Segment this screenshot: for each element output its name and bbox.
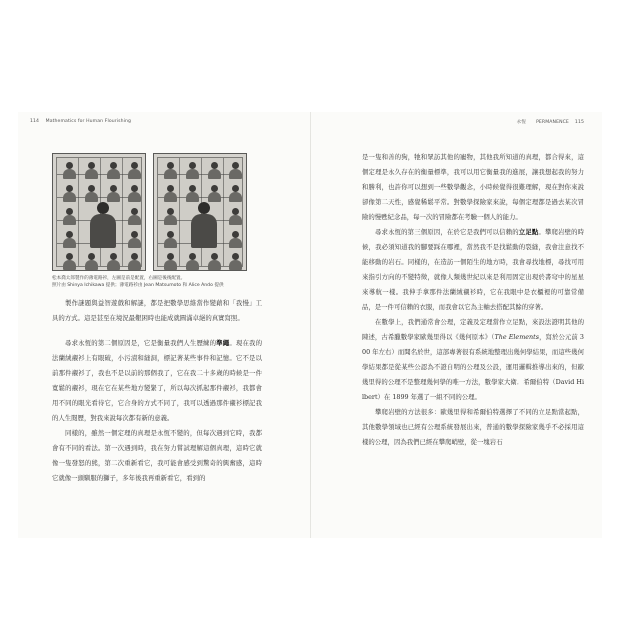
left-running-head (30, 119, 131, 124)
shirt-portrait-patch (128, 253, 141, 270)
shirt-portrait-patch (164, 208, 177, 225)
right-paragraph-1: 是一隻和善的狗，牠和眾訪其他的寵物，其他我所知道的真理，都合得來，這個定理是永久存在的衡量標準，我可以用它衡量我的進展，讓我想起我的努力和勝利，也許你可以想到一些數學觀念，小時候覺得很難理解，現在對你來說卻像第二天性，感覺稀鬆平常。對數學探險家來說，每個定理都是過去某次冒險的慢甦紀念品，每一次的冒險都在考驗一個人的能力。 (362, 153, 584, 221)
shirt-portrait-patch (63, 231, 76, 248)
shirt-portrait-patch (229, 231, 242, 248)
shirt-portrait-patch (186, 253, 199, 270)
caption-line-1: 松本喬太郎製作的薄電路衫，左圖是前是配置，右圖是後後配置。 (52, 276, 186, 281)
left-paragraph-3: 同樣的，雖然一個定理的真理是永恆不變的，但每次遇到它時，我都會有不同的看法。第一次遇到時，我在努力嘗試理解這個真理，這時它就像一隻發怒的熊，第二次重新看它，我可能會感受到驚奇的興奮感，這時它就像一頭馴服的獅子，多年後我再重新看它，看到的 (52, 429, 262, 482)
shirt-portrait-patch (229, 162, 242, 179)
shirt-portrait-patch (63, 185, 76, 202)
elements-title: The Elements (494, 333, 539, 341)
left-paragraph-2: 尋求永恆的第二個原因是，它是衡量我們人生歷練的準繩。現在我的法蘭絨襯衫上有眼破，小污漬和縫洞，標記著某些事件和記憶。它不是以前那件襯衫了，我也不是以前的那個我了，它在我二十多歲的時候是一件寬鬆的襯衫，現在它在某些地方變緊了，所以每次抓起那件襯衫，我都會用不同的眼光看待它，它合身的方式不同了，我可以透過那件襯衫標記我的人生閱歷，對我來說每次都有新的意義。 (52, 339, 263, 422)
shirt-portrait-patch (229, 208, 242, 225)
shirt-portrait-patch (164, 162, 177, 179)
shirt-portrait-patch (164, 231, 177, 248)
left-paragraph-1: 製作謎題與益智遊戲和解謎，都是把數學思維當作變藉和「我慢」工具的方式。這是甚至在境況最艱困時也能成就圓滿卓絕的真實寫照。 (52, 299, 262, 322)
shirt-portrait-patch (128, 208, 141, 225)
shirt-portrait-patch (186, 185, 199, 202)
right-paragraph-4: 攀爬岩壁的方法很多：歐幾里得和希爾伯特選擇了不同的立足點當起點，其他數學領域也已經有公理系統發展出來，普通的數學探險家幾乎不必採用這樣的公理，因為我們已經在攀爬峭壁，從一塊岩石 (362, 408, 584, 446)
shirt-portrait-patch (107, 162, 120, 179)
right-paragraph-2: 尋求永恆的第三個原因，在於它是我們可以信賴的立足點。攀爬岩壁的時候，我必須知道我的腳要踩在哪裡，當然我不是找鬆動的裂縫，我會注意找不能移動的岩石。同樣的，在造訪一個陌生的地方時，我會尋找地標，尋找可用來指引方向的不變特徵，就像人類幾世紀以來是利用固定出現於書穹中的星星來導航一樣。我伸手拿那件法蘭絨襯衫時，它在我眼中是衣櫃裡的可靠常備品，是一件可信賴的衣服，而我會以它為主軸去搭配其餘的穿著。 (362, 228, 585, 311)
shirt-portrait-patch (208, 162, 221, 179)
right-paragraph-3: 在數學上，我們通常會公理，定義及定理當作立足點，來設法證明其他的陳述，古希臘數學家歐幾里得以《幾何原本》（The Elements，寫於公元前 300 年左右）而聞名於世，這部專著很有系統地整理出幾何學結果，而這些幾何學結果都是從某些公認為不證自明的公理及公設，運用邏輯推導出來的，但歐幾里得的公理不是整理幾何學的唯一方法，數學家大衛．希爾伯特（David Hilbert）在 1899 年選了一組不同的公理。 (362, 318, 584, 401)
shirt-portrait-patch (107, 185, 120, 202)
shirt-portrait-patch (85, 162, 98, 179)
figure-caption (52, 275, 252, 289)
left-book-title: Mathematics for Human Flourishing (45, 119, 132, 124)
shirt-portrait-patch (85, 185, 98, 202)
shirt-portrait-patch (107, 253, 120, 270)
right-chapter-label: PERMANENCE (536, 120, 569, 125)
keyword-foothold: 立足點 (518, 228, 539, 236)
shirt-portrait-patch (229, 185, 242, 202)
shirt-photo-figure (52, 153, 248, 271)
shirt-portrait-patch (128, 185, 141, 202)
shirt-front-photo (52, 153, 146, 271)
shirt-portrait-patch (128, 231, 141, 248)
shirt-portrait-patch (63, 253, 76, 270)
shirt-portrait-patch (164, 253, 177, 270)
right-page-number: 115 (574, 120, 584, 125)
shirt-center-figure (191, 202, 217, 248)
right-running-head (517, 119, 584, 125)
shirt-portrait-patch (208, 253, 221, 270)
shirt-portrait-patch (63, 162, 76, 179)
left-page-number: 114 (30, 119, 40, 124)
shirt-back-photo (153, 153, 247, 271)
left-body-text-top (52, 296, 262, 326)
book-gutter (310, 112, 311, 538)
caption-line-2: 照片由 Shinya Ichikawa 提供；薄電路衫由 Jean Matsumoto 和 Alice Ando 提供 (52, 283, 224, 288)
shirt-portrait-patch (63, 208, 76, 225)
shirt-portrait-patch (164, 185, 177, 202)
shirt-portrait-patch (208, 185, 221, 202)
shirt-portrait-patch (85, 253, 98, 270)
shirt-center-figure (90, 202, 116, 248)
shirt-portrait-patch (186, 162, 199, 179)
right-chapter-title: 永恆 (516, 120, 527, 125)
shirt-portrait-patch (229, 253, 242, 270)
shirt-portrait-patch (128, 162, 141, 179)
right-body-text (362, 150, 584, 450)
left-body-text (52, 336, 262, 486)
keyword-measure: 準繩 (216, 339, 230, 347)
